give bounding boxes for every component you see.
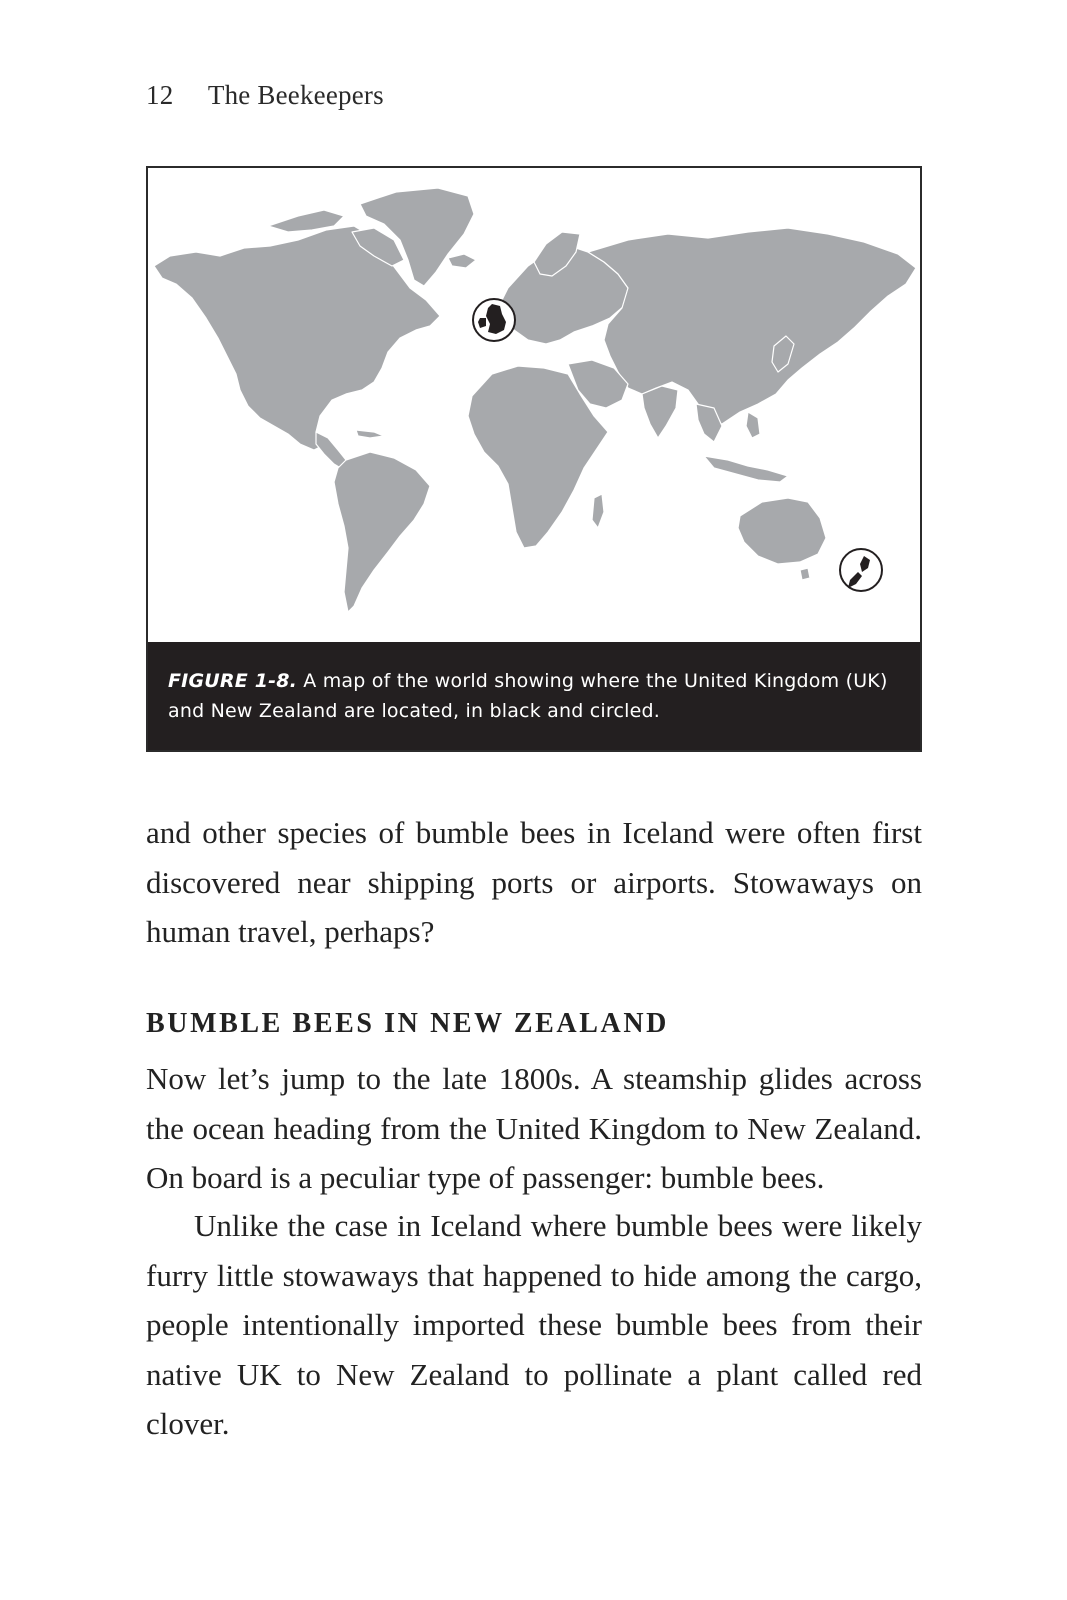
indonesia-islands: [704, 456, 788, 482]
uk-highlight: [473, 299, 515, 341]
south-america-landmass: [334, 452, 430, 612]
tasmania-landmass: [800, 568, 810, 580]
world-map: [148, 168, 920, 642]
figure-caption: [148, 642, 920, 750]
figure-world-map: [146, 166, 922, 752]
running-head: [146, 80, 384, 111]
body-paragraph-1: and other species of bumble bees in Iceland were often first discovered near shipping ports or airports. Stowaways on human travel, perhaps?: [146, 815, 922, 949]
new-zealand-highlight: [840, 549, 882, 591]
book-title: The Beekeepers: [207, 80, 384, 110]
page-number: 12: [146, 80, 174, 110]
philippines-islands: [746, 412, 760, 438]
body-paragraph-2: Now let’s jump to the late 1800s. A steamship glides across the ocean heading from the United Kingdom to New Zealand. On board is a peculiar type of passenger: bumble bees.: [146, 1061, 922, 1195]
body-paragraph-3: Unlike the case in Iceland where bumble bees were likely furry little stowaways that happened to hide among the cargo, people intentionally imported these bumble bees from their native UK to New Zealand to pollinate a plant called red clover.: [146, 1208, 922, 1441]
australia-landmass: [738, 498, 826, 564]
madagascar-landmass: [592, 494, 604, 528]
world-map-graphic: [148, 168, 920, 642]
asia-landmass: [588, 228, 916, 424]
section-heading: BUMBLE BEES IN NEW ZEALAND: [146, 1008, 669, 1039]
iceland-landmass: [448, 254, 476, 268]
figure-caption-text: A map of the world showing where the United Kingdom (UK) and New Zealand are located, in black and circled.: [168, 670, 888, 722]
figure-label: FIGURE 1-8.: [168, 670, 298, 692]
india-landmass: [642, 386, 678, 438]
caribbean-islands: [356, 430, 384, 438]
